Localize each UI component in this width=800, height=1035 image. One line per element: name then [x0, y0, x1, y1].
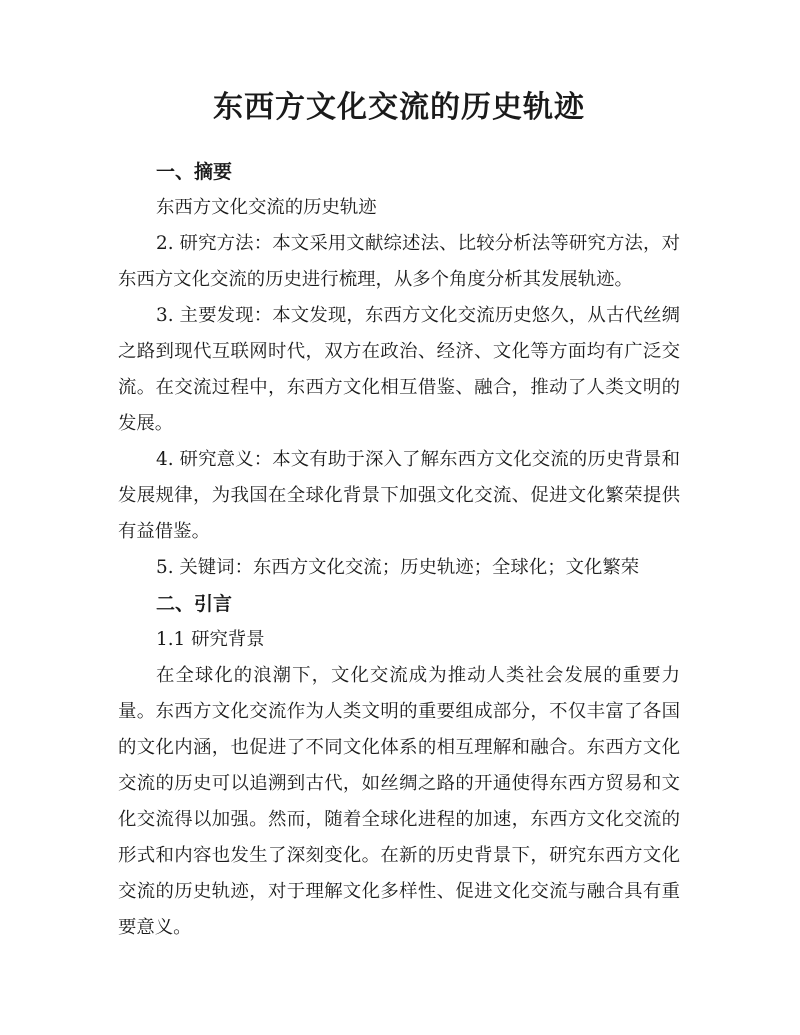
- abstract-heading: 一、摘要: [156, 161, 233, 183]
- introduction-heading: 二、引言: [156, 593, 233, 615]
- abstract-findings: 3. 主要发现：本文发现，东西方文化交流历史悠久，从古代丝绸之路到现代互联网时代，双方在政治、经济、文化等方面均有广泛交流。在交流过程中，东西方文化相互借鉴、融合，推动了人类文明的发展。: [118, 305, 680, 434]
- introduction-background: 在全球化的浪潮下，文化交流成为推动人类社会发展的重要力量。东西方文化交流作为人类文明的重要组成部分，不仅丰富了各国的文化内涵，也促进了不同文化体系的相互理解和融合。东西方文化交流的历史可以追溯到古代，如丝绸之路的开通使得东西方贸易和文化交流得以加强。然而，随着全球化进程的加速，东西方文化交流的形式和内容也发生了深刻变化。在新的历史背景下，研究东西方文化交流的历史轨迹，对于理解文化多样性、促进文化交流与融合具有重要意义。: [118, 665, 680, 938]
- abstract-subtitle: 东西方文化交流的历史轨迹: [156, 197, 377, 218]
- abstract-method: 2. 研究方法：本文采用文献综述法、比较分析法等研究方法，对东西方文化交流的历史进行梳理，从多个角度分析其发展轨迹。: [118, 233, 680, 290]
- abstract-significance: 4. 研究意义：本文有助于深入了解东西方文化交流的历史背景和发展规律，为我国在全球化背景下加强文化交流、促进文化繁荣提供有益借鉴。: [118, 449, 680, 542]
- document-title: 东西方文化交流的历史轨迹: [213, 90, 585, 125]
- introduction-subheading: 1.1 研究背景: [156, 629, 265, 650]
- abstract-keywords: 5. 关键词：东西方文化交流；历史轨迹；全球化；文化繁荣: [156, 557, 640, 578]
